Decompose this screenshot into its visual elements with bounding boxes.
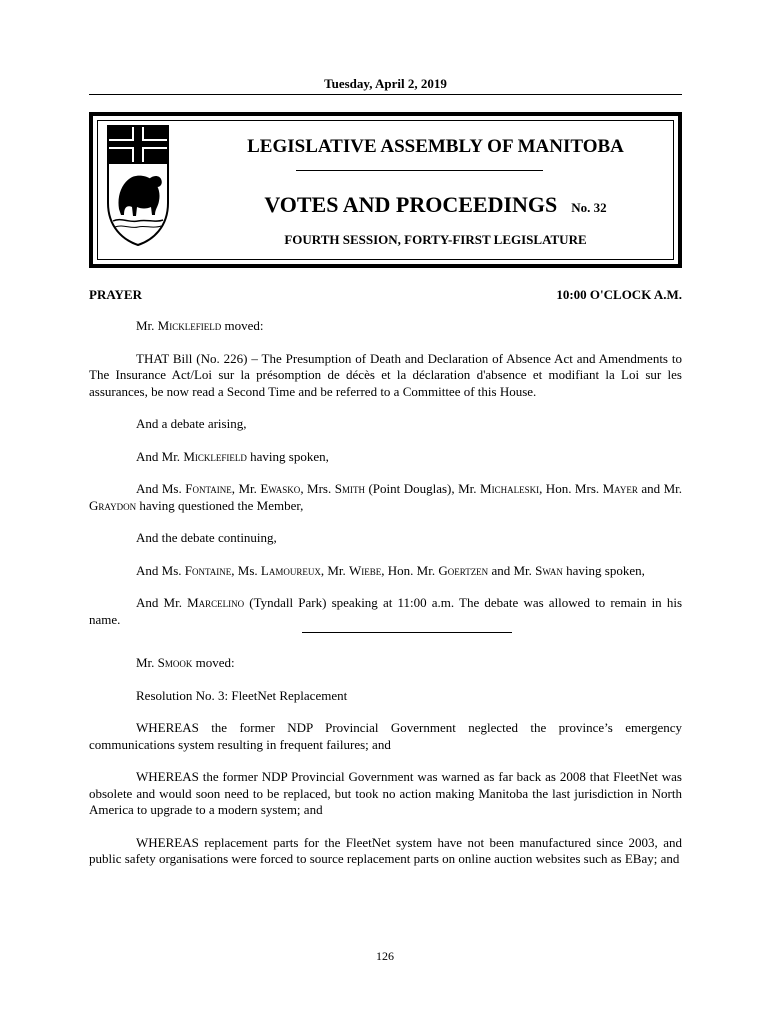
prayer-label: PRAYER xyxy=(89,287,142,302)
page-number: 126 xyxy=(376,949,394,963)
whereas-clause-2: WHEREAS the former NDP Provincial Government was warned as far back as 2008 that FleetNet was obsolete and would soon need to be replaced, but took no action making Manitoba the last jurisdiction in North America to upgrade to a modern system; and xyxy=(89,769,682,817)
title-block xyxy=(89,112,682,268)
speakers-paragraph: And Ms. Fontaine, Ms. Lamoureux, Mr. Wiebe, Hon. Mr. Goertzen and Mr. Swan having spoken, xyxy=(136,562,645,578)
questioners-paragraph: And Ms. Fontaine, Mr. Ewasko, Mrs. Smith (Point Douglas), Mr. Michaleski, Hon. Mrs. Mayer and Mr. Graydon having questioned the Member, xyxy=(89,481,682,513)
bill-motion-text: THAT Bill (No. 226) – The Presumption of Death and Declaration of Absence Act and Amendments to The Insurance Act/Loi sur la présomption de décès et la déclaration d'absence et modifiant la Loi sur les assurances, be now read a Second Time and be referred to a Committee of this House. xyxy=(89,350,682,399)
date-header: Tuesday, April 2, 2019 xyxy=(89,76,682,95)
speaker-paragraph: And Mr. Micklefield having spoken, xyxy=(136,448,329,464)
assembly-title: LEGISLATIVE ASSEMBLY OF MANITOBA xyxy=(247,136,624,157)
document-number: No. 32 xyxy=(571,200,607,215)
resolution-mover: Mr. Smook moved: xyxy=(136,655,235,670)
session-label: FOURTH SESSION, FORTY-FIRST LEGISLATURE xyxy=(284,232,587,247)
title-divider xyxy=(296,170,543,171)
debate-continuing: And the debate continuing, xyxy=(136,530,277,545)
manitoba-crest-icon xyxy=(105,123,171,247)
prayer-time: 10:00 O'CLOCK A.M. xyxy=(556,287,682,302)
resolution-title: Resolution No. 3: FleetNet Replacement xyxy=(136,687,348,703)
whereas-clause-3: WHEREAS replacement parts for the FleetNet system have not been manufactured since 2003, and public safety organisations were forced to source replacement parts on online auction websites such as EBay; and xyxy=(89,834,682,866)
proceedings-body xyxy=(89,318,682,884)
document-title: VOTES AND PROCEEDINGS xyxy=(264,192,558,217)
debate-arising: And a debate arising, xyxy=(136,416,247,431)
motion-mover: Mr. Micklefield moved: xyxy=(136,318,264,333)
adjournment-paragraph: And Mr. Marcelino (Tyndall Park) speaking at 11:00 a.m. The debate was allowed to remain in his name. xyxy=(89,595,682,627)
section-divider xyxy=(302,632,512,633)
prayer-row xyxy=(89,287,682,303)
document-title-row xyxy=(193,192,678,218)
whereas-clause-1: WHEREAS the former NDP Provincial Government neglected the province’s emergency communications system resulting in frequent failures; and xyxy=(89,720,682,752)
